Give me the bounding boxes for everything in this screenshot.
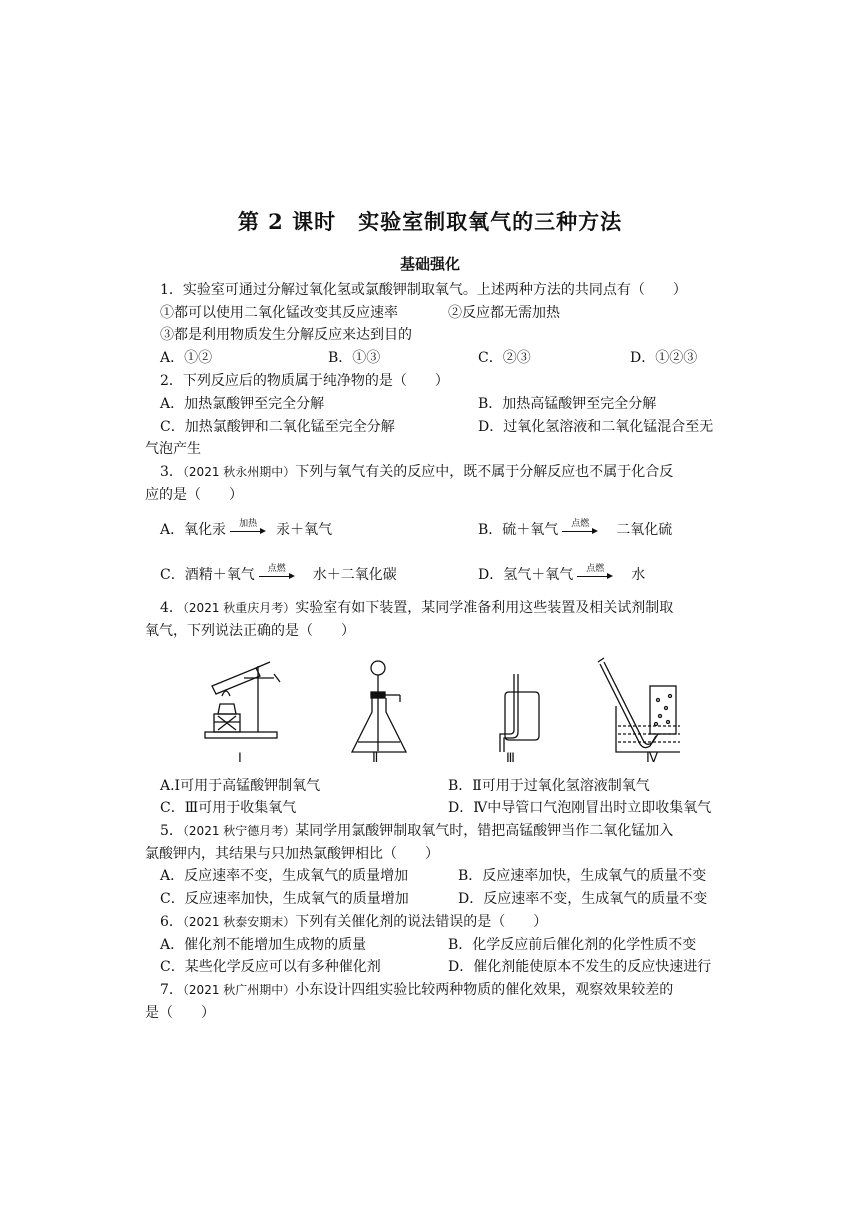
q5-stem-continued: 氯酸钾内，其结果与只加热氯酸钾相比（ ）	[145, 846, 439, 862]
q5-stem-text: 某同学用氯酸钾制取氧气时，错把高锰酸钾当作二氧化锰加入	[295, 823, 674, 839]
q3-b-condition: 点燃	[571, 519, 590, 529]
apparatus-4-water-trough-icon	[598, 658, 680, 752]
q7-number: 7．	[160, 982, 183, 998]
figure-label-4: Ⅳ	[646, 750, 658, 765]
q4-stem-text: 实验室有如下装置，某同学准备利用这些装置及相关试剂制取	[295, 600, 674, 616]
q1-statement-1: ①都可以使用二氧化锰改变其反应速率	[160, 305, 398, 321]
q2-option-b: B．加热高锰酸钾至完全分解	[478, 396, 657, 412]
q3-a-condition: 加热	[239, 519, 258, 529]
apparatus-2-conical-flask-icon	[352, 661, 406, 752]
q3-b-reactant: B．硫＋氧气	[478, 522, 559, 538]
q4-number: 4．	[160, 600, 183, 616]
question-3-stem	[160, 462, 673, 482]
q5-option-b: B．反应速率加快，生成氧气的质量不变	[458, 868, 707, 884]
q2-option-d-continued: 气泡产生	[145, 441, 201, 457]
q3-stem-text: 下列与氧气有关的反应中，既不属于分解反应也不属于化合反	[295, 464, 674, 480]
question-7-stem	[160, 980, 673, 1000]
q1-option-c: C．②③	[478, 350, 531, 366]
apparatus-figure	[200, 656, 680, 768]
q7-stem-continued: 是（ ）	[145, 1005, 215, 1021]
question-6-stem	[160, 912, 547, 932]
q3-b-product: 二氧化硫	[616, 522, 673, 538]
q4-option-a: A.Ⅰ可用于高锰酸钾制氧气	[160, 778, 321, 794]
q6-option-c: C．某些化学反应可以有多种催化剂	[160, 959, 381, 975]
q3-d-condition: 点燃	[586, 564, 605, 574]
q4-option-b: B．Ⅱ可用于过氧化氢溶液制氧气	[448, 778, 650, 794]
q3-c-reactant: C．酒精＋氧气	[160, 567, 255, 583]
q3-d-product: 水	[631, 567, 646, 583]
figure-label-3: Ⅲ	[506, 750, 515, 765]
q2-option-d: D．过氧化氢溶液和二氧化锰混合至无	[478, 419, 714, 435]
q4-option-d: D．Ⅳ中导管口气泡刚冒出时立即收集氧气	[448, 800, 712, 816]
apparatus-3-gas-bottle-icon	[500, 674, 539, 752]
q5-option-a: A．反应速率不变，生成氧气的质量增加	[160, 868, 409, 884]
q1-statement-3: ③都是利用物质发生分解反应来达到目的	[160, 327, 412, 343]
q3-option-b	[478, 520, 672, 540]
q3-option-d	[478, 565, 645, 585]
q1-statement-2: ②反应都无需加热	[448, 305, 560, 321]
lab-apparatus-diagram	[200, 656, 680, 768]
q2-option-a: A．加热氯酸钾至完全分解	[160, 396, 325, 412]
question-1-stem: 1．实验室可通过分解过氧化氢或氯酸钾制取氧气。上述两种方法的共同点有（ ）	[160, 282, 687, 298]
q3-option-a	[160, 520, 332, 540]
q5-number: 5．	[160, 823, 183, 839]
q6-number: 6．	[160, 914, 183, 930]
apparatus-1-heating-tube-icon	[205, 662, 280, 738]
q3-c-condition: 点燃	[267, 564, 286, 574]
q6-stem-text: 下列有关催化剂的说法错误的是（ ）	[295, 914, 548, 930]
q1-option-d: D．①②③	[630, 350, 698, 366]
question-4-stem	[160, 598, 673, 618]
q6-source: （2021 秋泰安期末）	[182, 915, 296, 929]
q3-stem-continued: 应的是（ ）	[145, 487, 243, 503]
reaction-arrow-icon	[230, 519, 266, 537]
q3-d-reactant: D．氢气＋氧气	[478, 567, 574, 583]
figure-label-2: Ⅱ	[372, 750, 379, 765]
q7-stem-text: 小东设计四组实验比较两种物质的催化效果，观察效果较差的	[295, 982, 674, 998]
reaction-arrow-icon	[562, 519, 598, 537]
page-title: 第 2 课时 实验室制取氧气的三种方法	[237, 209, 623, 234]
q1-option-b: B．①③	[328, 350, 381, 366]
q3-option-c	[160, 565, 397, 585]
q3-number: 3．	[160, 464, 183, 480]
q1-option-a: A．①②	[160, 350, 213, 366]
reaction-arrow-icon	[577, 564, 613, 582]
question-2-stem: 2．下列反应后的物质属于纯净物的是（ ）	[160, 373, 449, 389]
q4-stem-continued: 氧气，下列说法正确的是（ ）	[145, 623, 355, 639]
question-5-stem	[160, 821, 673, 841]
q6-option-a: A．催化剂不能增加生成物的质量	[160, 937, 367, 953]
q6-option-b: B．化学反应前后催化剂的化学性质不变	[448, 937, 697, 953]
q3-a-product: 汞＋氧气	[276, 522, 333, 538]
reaction-arrow-icon	[259, 564, 295, 582]
q4-source: （2021 秋重庆月考）	[182, 601, 296, 615]
q6-option-d: D．催化剂能使原本不发生的反应快速进行	[448, 959, 712, 975]
figure-label-1: Ⅰ	[238, 750, 242, 765]
q2-option-c: C．加热氯酸钾和二氧化锰至完全分解	[160, 419, 395, 435]
q5-option-c: C．反应速率加快，生成氧气的质量增加	[160, 891, 409, 907]
q5-option-d: D．反应速率不变，生成氧气的质量不变	[458, 891, 708, 907]
q5-source: （2021 秋宁德月考）	[182, 824, 296, 838]
q3-a-reactant: A．氧化汞	[160, 522, 227, 538]
q7-source: （2021 秋广州期中）	[182, 983, 296, 997]
section-heading: 基础强化	[399, 255, 460, 273]
q3-source: （2021 秋永州期中）	[182, 465, 296, 479]
q4-option-c: C．Ⅲ可用于收集氧气	[160, 800, 297, 816]
q3-c-product: 水＋二氧化碳	[312, 567, 397, 583]
